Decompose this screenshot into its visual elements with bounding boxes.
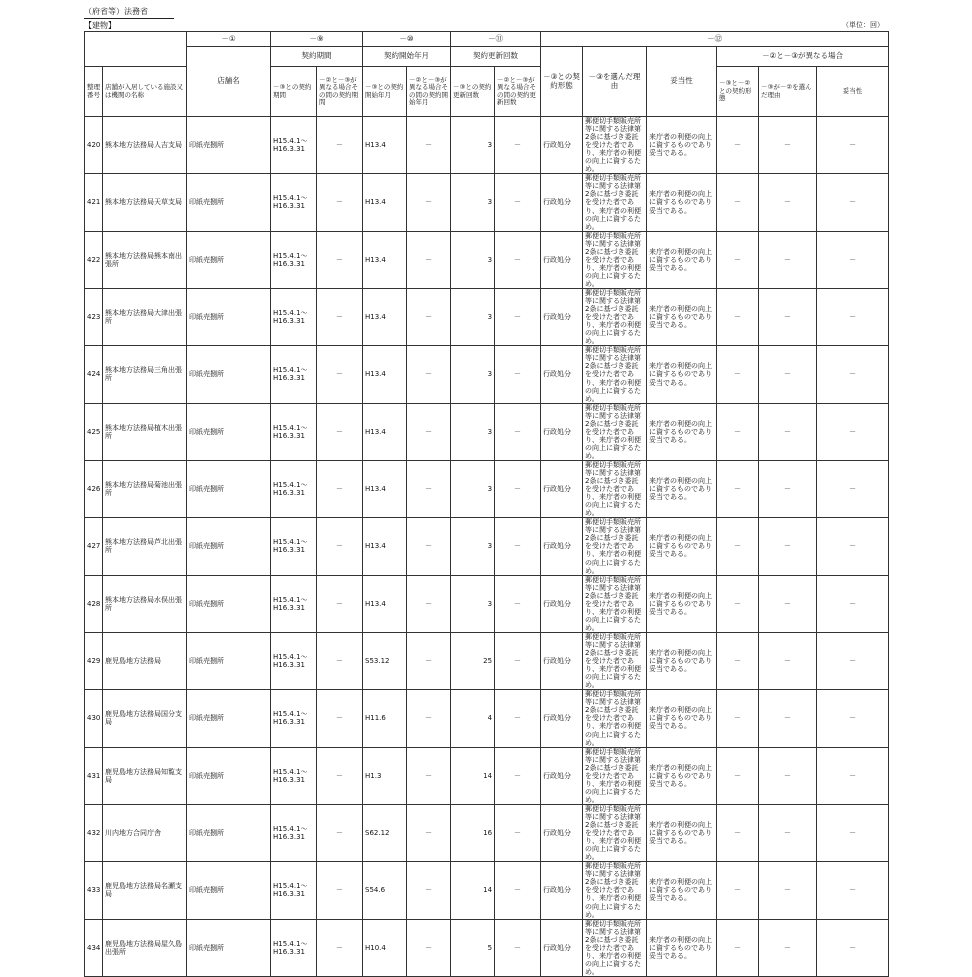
cell-period-b: －: [317, 518, 363, 575]
table-row: [85, 575, 889, 632]
cell-no: 424: [85, 346, 103, 403]
group-11: －⑪: [451, 32, 541, 47]
cell-form: 行政処分: [541, 690, 583, 747]
cell-diff-form: －: [717, 518, 759, 575]
cell-start-b: －: [407, 690, 451, 747]
cell-store: 印紙売捌所: [187, 575, 271, 632]
cell-start: S53.12: [363, 632, 407, 689]
cell-start: H13.4: [363, 518, 407, 575]
cell-renew-b: －: [495, 862, 541, 919]
cell-period: H15.4.1～H16.3.31: [271, 690, 317, 747]
cell-start-b: －: [407, 403, 451, 460]
cell-diff-appropriate: －: [817, 403, 889, 460]
cell-renew-b: －: [495, 575, 541, 632]
cell-renew: 3: [451, 403, 495, 460]
cell-no: 431: [85, 747, 103, 804]
cell-diff-reason: －: [759, 690, 817, 747]
cell-start-b: －: [407, 231, 451, 288]
cell-diff-form: －: [717, 862, 759, 919]
cell-reason: 郵便切手類販売所等に関する法律第2条に基づき委託を受けた者であり、来庁者の利便の向上に資するため。: [583, 575, 647, 632]
cell-form: 行政処分: [541, 862, 583, 919]
table-row: [85, 346, 889, 403]
cell-diff-form: －: [717, 117, 759, 174]
cell-store: 印紙売捌所: [187, 518, 271, 575]
cell-diff-reason: －: [759, 174, 817, 231]
cell-form: 行政処分: [541, 288, 583, 345]
table-row: [85, 231, 889, 288]
unit-label: （単位：回）: [842, 21, 884, 29]
cell-diff-reason: －: [759, 288, 817, 345]
cell-facility: 熊本地方法務局熊本南出張所: [103, 231, 187, 288]
cell-start: H13.4: [363, 174, 407, 231]
cell-diff-reason: －: [759, 919, 817, 976]
header-form: －③との契約形態: [541, 47, 583, 117]
cell-renew-b: －: [495, 346, 541, 403]
cell-diff-appropriate: －: [817, 288, 889, 345]
cell-period-b: －: [317, 862, 363, 919]
cell-renew: 14: [451, 862, 495, 919]
cell-form: 行政処分: [541, 174, 583, 231]
cell-appropriate: 来庁者の利便の向上に資するものであり妥当である。: [647, 632, 717, 689]
cell-appropriate: 来庁者の利便の向上に資するものであり妥当である。: [647, 288, 717, 345]
cell-facility: 鹿児島地方法務局国分支局: [103, 690, 187, 747]
cell-diff-reason: －: [759, 403, 817, 460]
cell-facility: 熊本地方法務局三角出張所: [103, 346, 187, 403]
cell-start-b: －: [407, 288, 451, 345]
cell-renew-b: －: [495, 403, 541, 460]
cell-reason: 郵便切手類販売所等に関する法律第2条に基づき委託を受けた者であり、来庁者の利便の向上に資するため。: [583, 632, 647, 689]
header-appropriate: 妥当性: [647, 47, 717, 117]
cell-renew: 5: [451, 919, 495, 976]
header-diff-appropriate: 妥当性: [817, 67, 889, 117]
header-diff: －②と－③が異なる場合: [717, 47, 889, 67]
cell-renew: 3: [451, 288, 495, 345]
cell-facility: 鹿児島地方法務局名瀬支局: [103, 862, 187, 919]
cell-appropriate: 来庁者の利便の向上に資するものであり妥当である。: [647, 804, 717, 861]
header-period-a: －③との契約期間: [271, 67, 317, 117]
cell-appropriate: 来庁者の利便の向上に資するものであり妥当である。: [647, 460, 717, 517]
cell-diff-reason: －: [759, 460, 817, 517]
cell-diff-appropriate: －: [817, 460, 889, 517]
cell-start: H13.4: [363, 117, 407, 174]
cell-appropriate: 来庁者の利便の向上に資するものであり妥当である。: [647, 346, 717, 403]
cell-period: H15.4.1～H16.3.31: [271, 804, 317, 861]
cell-reason: 郵便切手類販売所等に関する法律第2条に基づき委託を受けた者であり、来庁者の利便の向上に資するため。: [583, 346, 647, 403]
header-diff-form: －③と－②との契約形態: [717, 67, 759, 117]
cell-period: H15.4.1～H16.3.31: [271, 403, 317, 460]
cell-diff-reason: －: [759, 231, 817, 288]
header-renewal: 契約更新回数: [451, 47, 541, 67]
cell-period: H15.4.1～H16.3.31: [271, 747, 317, 804]
cell-no: 434: [85, 919, 103, 976]
cell-diff-form: －: [717, 575, 759, 632]
cell-diff-appropriate: －: [817, 346, 889, 403]
cell-facility: 熊本地方法務局菊池出張所: [103, 460, 187, 517]
cell-period: H15.4.1～H16.3.31: [271, 919, 317, 976]
cell-reason: 郵便切手類販売所等に関する法律第2条に基づき委託を受けた者であり、来庁者の利便の向上に資するため。: [583, 288, 647, 345]
cell-renew-b: －: [495, 632, 541, 689]
cell-appropriate: 来庁者の利便の向上に資するものであり妥当である。: [647, 862, 717, 919]
cell-renew-b: －: [495, 690, 541, 747]
cell-diff-form: －: [717, 632, 759, 689]
cell-no: 433: [85, 862, 103, 919]
cell-period-b: －: [317, 632, 363, 689]
cell-diff-form: －: [717, 690, 759, 747]
cell-period-b: －: [317, 174, 363, 231]
group-10: －⑩: [363, 32, 451, 47]
cell-diff-appropriate: －: [817, 632, 889, 689]
cell-appropriate: 来庁者の利便の向上に資するものであり妥当である。: [647, 174, 717, 231]
table-row: [85, 288, 889, 345]
cell-facility: 熊本地方法務局植木出張所: [103, 403, 187, 460]
cell-diff-reason: －: [759, 804, 817, 861]
cell-diff-form: －: [717, 747, 759, 804]
cell-start: S62.12: [363, 804, 407, 861]
cell-start-b: －: [407, 460, 451, 517]
cell-period-b: －: [317, 919, 363, 976]
cell-period: H15.4.1～H16.3.31: [271, 862, 317, 919]
cell-renew: 16: [451, 804, 495, 861]
cell-no: 422: [85, 231, 103, 288]
header-renew-a: －③との契約更新回数: [451, 67, 495, 117]
cell-renew: 25: [451, 632, 495, 689]
table-row: [85, 518, 889, 575]
cell-store: 印紙売捌所: [187, 117, 271, 174]
cell-form: 行政処分: [541, 346, 583, 403]
header-period-b: －②と－③が異なる場合その間の契約期間: [317, 67, 363, 117]
header-row-titles: [85, 47, 889, 67]
cell-store: 印紙売捌所: [187, 288, 271, 345]
cell-start: H13.4: [363, 460, 407, 517]
cell-no: 420: [85, 117, 103, 174]
cell-reason: 郵便切手類販売所等に関する法律第2条に基づき委託を受けた者であり、来庁者の利便の向上に資するため。: [583, 117, 647, 174]
cell-diff-reason: －: [759, 346, 817, 403]
table-row: [85, 632, 889, 689]
header-start-b: －②と－③が異なる場合その間の契約開始年月: [407, 67, 451, 117]
cell-renew: 3: [451, 231, 495, 288]
cell-diff-appropriate: －: [817, 804, 889, 861]
cell-start-b: －: [407, 919, 451, 976]
category-label: 【建物】: [84, 21, 116, 30]
cell-appropriate: 来庁者の利便の向上に資するものであり妥当である。: [647, 117, 717, 174]
header-reason: －③を選んだ理由: [583, 47, 647, 117]
cell-diff-appropriate: －: [817, 231, 889, 288]
cell-store: 印紙売捌所: [187, 919, 271, 976]
cell-store: 印紙売捌所: [187, 346, 271, 403]
cell-start: H13.4: [363, 575, 407, 632]
cell-reason: 郵便切手類販売所等に関する法律第2条に基づき委託を受けた者であり、来庁者の利便の向上に資するため。: [583, 174, 647, 231]
table-row: [85, 460, 889, 517]
table-row: [85, 862, 889, 919]
cell-start: H13.4: [363, 231, 407, 288]
cell-no: 423: [85, 288, 103, 345]
cell-start-b: －: [407, 575, 451, 632]
cell-renew: 3: [451, 460, 495, 517]
cell-start: H1.3: [363, 747, 407, 804]
cell-renew-b: －: [495, 231, 541, 288]
cell-diff-appropriate: －: [817, 747, 889, 804]
header-start-a: －③との契約開始年月: [363, 67, 407, 117]
table-row: [85, 919, 889, 976]
cell-diff-reason: －: [759, 747, 817, 804]
header-store: 店舗名: [187, 47, 271, 117]
cell-diff-form: －: [717, 403, 759, 460]
cell-period-b: －: [317, 747, 363, 804]
cell-reason: 郵便切手類販売所等に関する法律第2条に基づき委託を受けた者であり、来庁者の利便の向上に資するため。: [583, 862, 647, 919]
cell-store: 印紙売捌所: [187, 804, 271, 861]
cell-renew-b: －: [495, 747, 541, 804]
cell-period: H15.4.1～H16.3.31: [271, 231, 317, 288]
cell-store: 印紙売捌所: [187, 862, 271, 919]
cell-form: 行政処分: [541, 518, 583, 575]
table-row: [85, 747, 889, 804]
cell-period: H15.4.1～H16.3.31: [271, 518, 317, 575]
cell-form: 行政処分: [541, 575, 583, 632]
cell-form: 行政処分: [541, 632, 583, 689]
cell-diff-form: －: [717, 346, 759, 403]
cell-renew: 3: [451, 518, 495, 575]
cell-renew-b: －: [495, 174, 541, 231]
header-diff-reason: －③が－②を選んだ理由: [759, 67, 817, 117]
cell-reason: 郵便切手類販売所等に関する法律第2条に基づき委託を受けた者であり、来庁者の利便の向上に資するため。: [583, 231, 647, 288]
cell-diff-appropriate: －: [817, 518, 889, 575]
cell-appropriate: 来庁者の利便の向上に資するものであり妥当である。: [647, 403, 717, 460]
cell-period: H15.4.1～H16.3.31: [271, 288, 317, 345]
cell-no: 430: [85, 690, 103, 747]
cell-no: 429: [85, 632, 103, 689]
cell-start-b: －: [407, 117, 451, 174]
cell-start-b: －: [407, 862, 451, 919]
cell-reason: 郵便切手類販売所等に関する法律第2条に基づき委託を受けた者であり、来庁者の利便の向上に資するため。: [583, 518, 647, 575]
cell-facility: 川内地方合同庁舎: [103, 804, 187, 861]
header-no: 整理番号: [85, 67, 103, 117]
cell-reason: 郵便切手類販売所等に関する法律第2条に基づき委託を受けた者であり、来庁者の利便の向上に資するため。: [583, 403, 647, 460]
cell-reason: 郵便切手類販売所等に関する法律第2条に基づき委託を受けた者であり、来庁者の利便の向上に資するため。: [583, 747, 647, 804]
table-body: [85, 117, 889, 977]
cell-renew-b: －: [495, 288, 541, 345]
cell-period: H15.4.1～H16.3.31: [271, 460, 317, 517]
cell-no: 426: [85, 460, 103, 517]
cell-form: 行政処分: [541, 919, 583, 976]
cell-period-b: －: [317, 346, 363, 403]
cell-diff-reason: －: [759, 117, 817, 174]
cell-renew-b: －: [495, 919, 541, 976]
cell-start-b: －: [407, 174, 451, 231]
cell-facility: 熊本地方法務局人吉支局: [103, 117, 187, 174]
cell-renew: 3: [451, 575, 495, 632]
cell-diff-form: －: [717, 460, 759, 517]
cell-diff-reason: －: [759, 575, 817, 632]
ministry-label: （府省等）法務省: [84, 6, 174, 19]
cell-diff-appropriate: －: [817, 919, 889, 976]
header-row-groups: [85, 32, 889, 47]
cell-no: 427: [85, 518, 103, 575]
cell-renew: 3: [451, 346, 495, 403]
cell-diff-appropriate: －: [817, 117, 889, 174]
header-period: 契約期間: [271, 47, 363, 67]
cell-start-b: －: [407, 518, 451, 575]
cell-appropriate: 来庁者の利便の向上に資するものであり妥当である。: [647, 690, 717, 747]
cell-appropriate: 来庁者の利便の向上に資するものであり妥当である。: [647, 747, 717, 804]
cell-form: 行政処分: [541, 460, 583, 517]
cell-appropriate: 来庁者の利便の向上に資するものであり妥当である。: [647, 919, 717, 976]
cell-diff-appropriate: －: [817, 575, 889, 632]
cell-diff-reason: －: [759, 518, 817, 575]
cell-period-b: －: [317, 231, 363, 288]
header-start: 契約開始年月: [363, 47, 451, 67]
cell-start: H13.4: [363, 288, 407, 345]
cell-diff-form: －: [717, 231, 759, 288]
cell-renew-b: －: [495, 460, 541, 517]
cell-start: H13.4: [363, 346, 407, 403]
cell-period: H15.4.1～H16.3.31: [271, 575, 317, 632]
contract-table: [84, 31, 889, 977]
cell-no: 428: [85, 575, 103, 632]
cell-renew-b: －: [495, 518, 541, 575]
cell-form: 行政処分: [541, 747, 583, 804]
cell-diff-form: －: [717, 804, 759, 861]
cell-reason: 郵便切手類販売所等に関する法律第2条に基づき委託を受けた者であり、来庁者の利便の向上に資するため。: [583, 460, 647, 517]
group-1: －①: [187, 32, 271, 47]
cell-reason: 郵便切手類販売所等に関する法律第2条に基づき委託を受けた者であり、来庁者の利便の向上に資するため。: [583, 919, 647, 976]
cell-start-b: －: [407, 747, 451, 804]
cell-diff-appropriate: －: [817, 690, 889, 747]
cell-diff-form: －: [717, 919, 759, 976]
cell-renew: 3: [451, 117, 495, 174]
cell-period: H15.4.1～H16.3.31: [271, 117, 317, 174]
cell-store: 印紙売捌所: [187, 231, 271, 288]
cell-diff-appropriate: －: [817, 862, 889, 919]
cell-renew: 3: [451, 174, 495, 231]
cell-no: 425: [85, 403, 103, 460]
table-row: [85, 117, 889, 174]
cell-period-b: －: [317, 460, 363, 517]
cell-renew-b: －: [495, 804, 541, 861]
cell-store: 印紙売捌所: [187, 690, 271, 747]
cell-start-b: －: [407, 804, 451, 861]
cell-period-b: －: [317, 403, 363, 460]
cell-appropriate: 来庁者の利便の向上に資するものであり妥当である。: [647, 518, 717, 575]
cell-diff-appropriate: －: [817, 174, 889, 231]
cell-appropriate: 来庁者の利便の向上に資するものであり妥当である。: [647, 231, 717, 288]
table-row: [85, 690, 889, 747]
cell-diff-form: －: [717, 174, 759, 231]
cell-renew: 4: [451, 690, 495, 747]
cell-form: 行政処分: [541, 403, 583, 460]
cell-facility: 鹿児島地方法務局: [103, 632, 187, 689]
cell-diff-reason: －: [759, 862, 817, 919]
header-renew-b: －②と－③が異なる場合その間の契約更新回数: [495, 67, 541, 117]
cell-store: 印紙売捌所: [187, 747, 271, 804]
cell-store: 印紙売捌所: [187, 632, 271, 689]
cell-no: 421: [85, 174, 103, 231]
cell-form: 行政処分: [541, 231, 583, 288]
cell-diff-reason: －: [759, 632, 817, 689]
table-row: [85, 403, 889, 460]
cell-facility: 鹿児島地方法務局屋久島出張所: [103, 919, 187, 976]
cell-start: H11.6: [363, 690, 407, 747]
header-facility: 店舗が入居している施設又は機関の名称: [103, 67, 187, 117]
cell-form: 行政処分: [541, 804, 583, 861]
cell-store: 印紙売捌所: [187, 403, 271, 460]
cell-diff-form: －: [717, 288, 759, 345]
cell-period-b: －: [317, 804, 363, 861]
cell-period-b: －: [317, 288, 363, 345]
cell-appropriate: 来庁者の利便の向上に資するものであり妥当である。: [647, 575, 717, 632]
cell-start-b: －: [407, 632, 451, 689]
cell-form: 行政処分: [541, 117, 583, 174]
cell-facility: 鹿児島地方法務局知覧支局: [103, 747, 187, 804]
cell-renew: 14: [451, 747, 495, 804]
cell-facility: 熊本地方法務局芦北出張所: [103, 518, 187, 575]
cell-facility: 熊本地方法務局天草支局: [103, 174, 187, 231]
cell-period: H15.4.1～H16.3.31: [271, 632, 317, 689]
cell-facility: 熊本地方法務局水俣出張所: [103, 575, 187, 632]
cell-reason: 郵便切手類販売所等に関する法律第2条に基づき委託を受けた者であり、来庁者の利便の向上に資するため。: [583, 804, 647, 861]
cell-store: 印紙売捌所: [187, 174, 271, 231]
cell-facility: 熊本地方法務局大津出張所: [103, 288, 187, 345]
cell-renew-b: －: [495, 117, 541, 174]
cell-period: H15.4.1～H16.3.31: [271, 346, 317, 403]
cell-period-b: －: [317, 690, 363, 747]
table-row: [85, 804, 889, 861]
table-row: [85, 174, 889, 231]
cell-start: H10.4: [363, 919, 407, 976]
cell-period-b: －: [317, 117, 363, 174]
cell-start-b: －: [407, 346, 451, 403]
cell-no: 432: [85, 804, 103, 861]
cell-reason: 郵便切手類販売所等に関する法律第2条に基づき委託を受けた者であり、来庁者の利便の向上に資するため。: [583, 690, 647, 747]
cell-period-b: －: [317, 575, 363, 632]
cell-start: H13.4: [363, 403, 407, 460]
cell-store: 印紙売捌所: [187, 460, 271, 517]
group-12: －⑫: [541, 32, 889, 47]
cell-start: S54.6: [363, 862, 407, 919]
cell-period: H15.4.1～H16.3.31: [271, 174, 317, 231]
group-9: －⑨: [271, 32, 363, 47]
